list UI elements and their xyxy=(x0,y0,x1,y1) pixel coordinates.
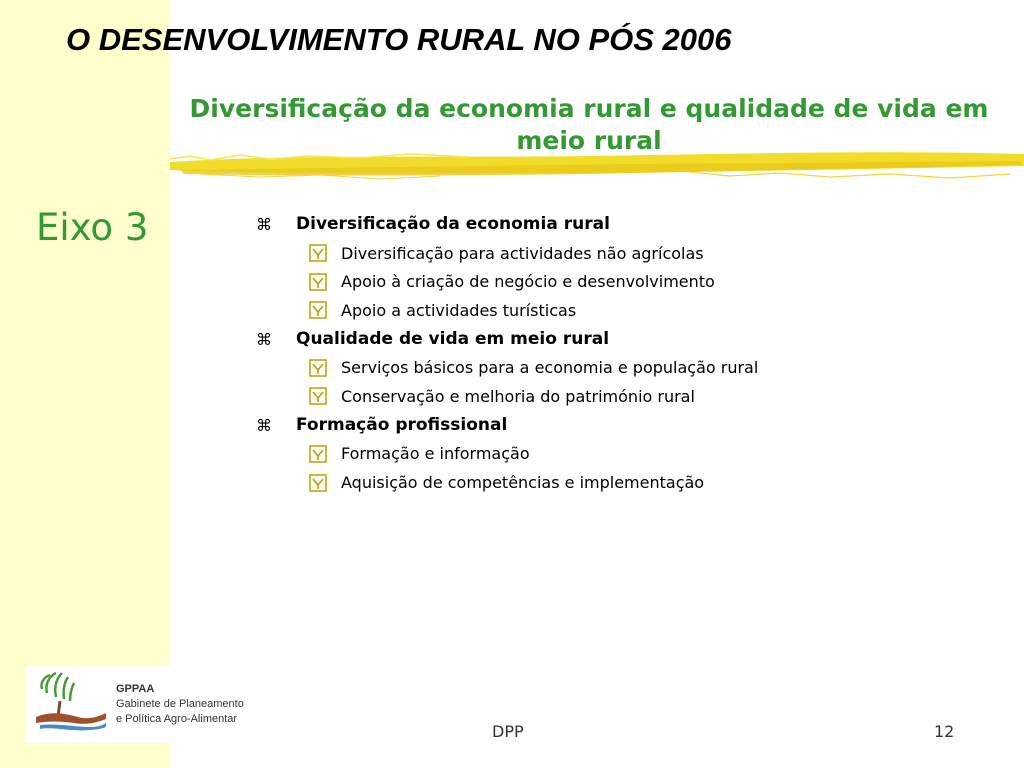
checked-box-icon xyxy=(309,301,327,319)
section-heading xyxy=(256,210,956,239)
slide-subtitle: Diversificação da economia rural e qualidade de vida em meio rural xyxy=(189,94,989,155)
list-item xyxy=(256,267,956,296)
checked-box-icon xyxy=(309,359,327,377)
logo-abbreviation: GPPAA xyxy=(116,683,155,695)
checked-box-icon xyxy=(309,387,327,405)
section-heading xyxy=(256,411,956,440)
list-item-text: Aquisição de competências e implementação xyxy=(341,473,705,493)
page-number: 12 xyxy=(934,722,955,741)
tree-emblem-icon xyxy=(30,667,108,741)
section-heading xyxy=(256,325,956,354)
list-item-text: Serviços básicos para a economia e população rural xyxy=(341,358,759,378)
list-item xyxy=(256,353,956,382)
list-item xyxy=(256,468,956,497)
list-item xyxy=(256,296,956,325)
list-item-text: Apoio a actividades turísticas xyxy=(341,300,577,320)
section-heading-text: Diversificação da economia rural xyxy=(296,214,610,235)
checked-box-icon xyxy=(309,273,327,291)
list-item-text: Formação e informação xyxy=(341,444,530,464)
list-item xyxy=(256,239,956,268)
axis-label: Eixo 3 xyxy=(36,206,149,249)
list-item xyxy=(256,382,956,411)
command-symbol-icon: ⌘ xyxy=(256,329,272,349)
highlighter-stroke-decoration xyxy=(170,144,1024,188)
section-heading-text: Qualidade de vida em meio rural xyxy=(296,329,610,350)
bullet-outline xyxy=(256,210,956,497)
list-item-text: Conservação e melhoria do património rural xyxy=(341,386,695,406)
logo-text xyxy=(116,682,244,727)
command-symbol-icon: ⌘ xyxy=(256,214,272,234)
footer-label: DPP xyxy=(492,722,524,741)
checked-box-icon xyxy=(309,445,327,463)
logo-line-1: Gabinete de Planeamento xyxy=(116,698,244,710)
checked-box-icon xyxy=(309,474,327,492)
list-item-text: Apoio à criação de negócio e desenvolvimento xyxy=(341,272,715,292)
list-item-text: Diversificação para actividades não agrícolas xyxy=(341,243,704,263)
checked-box-icon xyxy=(309,244,327,262)
list-item xyxy=(256,440,956,469)
command-symbol-icon: ⌘ xyxy=(256,415,272,435)
left-side-band xyxy=(0,0,170,768)
organization-logo xyxy=(26,665,262,743)
logo-line-2: e Política Agro-Alimentar xyxy=(116,713,238,725)
section-heading-text: Formação profissional xyxy=(296,415,508,436)
slide-title: O DESENVOLVIMENTO RURAL NO PÓS 2006 xyxy=(66,22,732,57)
